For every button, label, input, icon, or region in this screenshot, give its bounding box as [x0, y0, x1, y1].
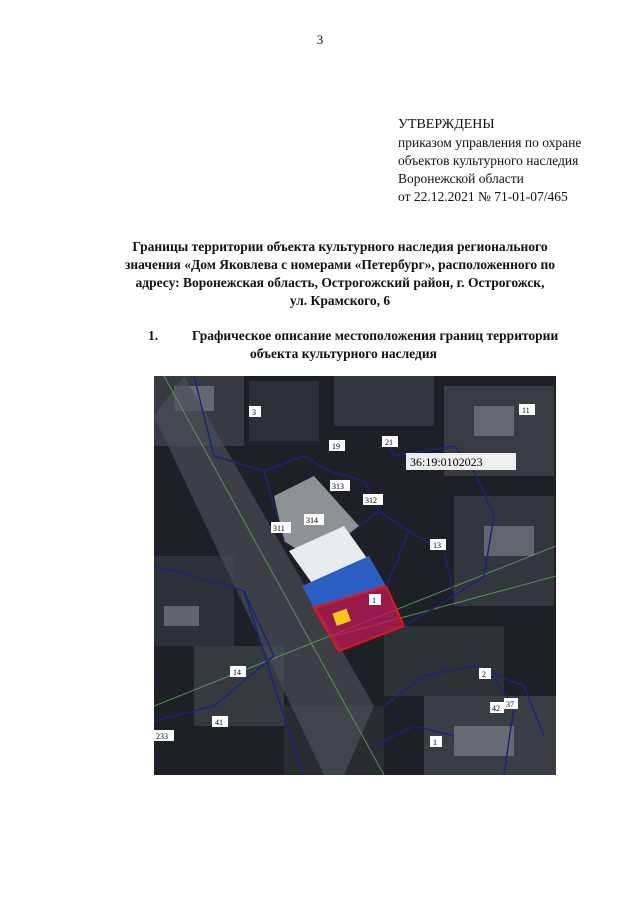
- approval-date: от 22.12.2021 № 71-01-07/465: [398, 189, 568, 204]
- svg-text:11: 11: [522, 406, 530, 415]
- section-number: 1.: [148, 328, 159, 343]
- title-line: адресу: Воронежская область, Острогожский район, г. Острогожск,: [135, 275, 545, 290]
- svg-text:1: 1: [433, 738, 437, 747]
- svg-text:13: 13: [433, 541, 441, 550]
- svg-text:3: 3: [252, 408, 256, 417]
- approval-line: Воронежской области: [398, 171, 524, 186]
- svg-text:1: 1: [372, 596, 376, 605]
- section-title-line: объекта культурного наследия: [250, 346, 437, 361]
- svg-text:42: 42: [492, 704, 500, 713]
- svg-text:41: 41: [215, 718, 223, 727]
- approval-block: [398, 116, 581, 206]
- svg-text:2: 2: [482, 670, 486, 679]
- approval-line: приказом управления по охране: [398, 135, 582, 150]
- cadastral-block-label: 36:19:0102023: [410, 455, 483, 469]
- svg-text:314: 314: [306, 516, 318, 525]
- approval-heading: УТВЕРЖДЕНЫ: [398, 117, 495, 132]
- svg-text:14: 14: [233, 668, 241, 677]
- svg-text:233: 233: [156, 732, 168, 741]
- svg-text:311: 311: [273, 524, 285, 533]
- svg-text:37: 37: [506, 700, 514, 709]
- title-line: значения «Дом Яковлева с номерами «Петербург», расположенного по: [124, 257, 556, 272]
- section-title-line: Графическое описание местоположения границ территории: [192, 328, 559, 343]
- svg-text:313: 313: [332, 482, 344, 491]
- title-line: ул. Крамского, 6: [289, 293, 391, 308]
- satellite-map: [154, 376, 556, 775]
- svg-text:312: 312: [365, 496, 377, 505]
- document-title: [90, 238, 590, 310]
- page-number: 3: [316, 32, 324, 47]
- title-line: Границы территории объекта культурного наследия регионального: [132, 239, 548, 254]
- svg-text:19: 19: [332, 442, 340, 451]
- approval-line: объектов культурного наследия: [398, 153, 579, 168]
- svg-text:21: 21: [385, 438, 393, 447]
